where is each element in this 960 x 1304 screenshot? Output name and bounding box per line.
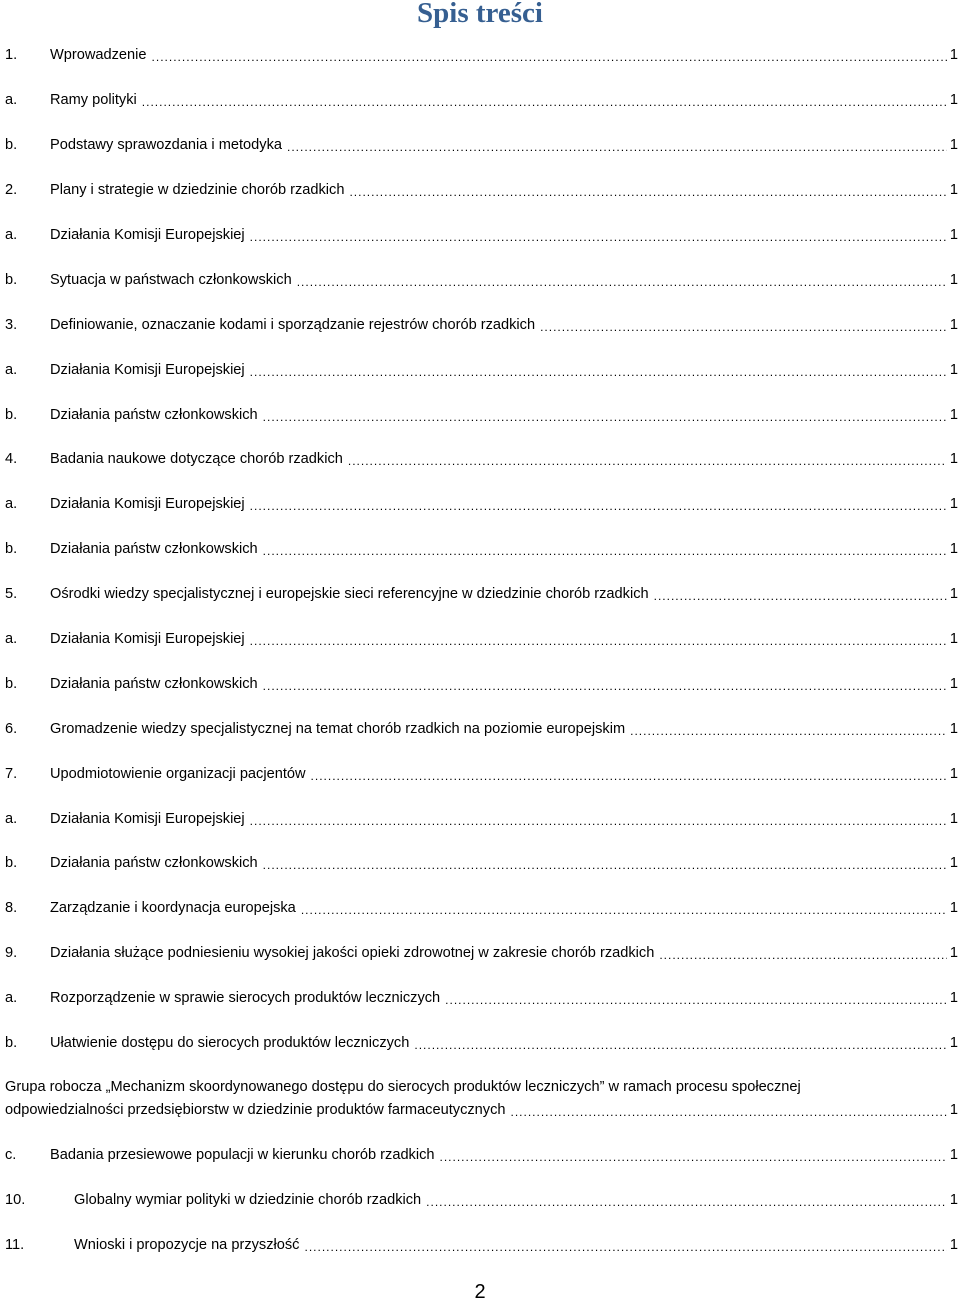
toc-entry-title[interactable]: Działania Komisji Europejskiej	[50, 810, 245, 827]
toc-entry-number: b.	[5, 271, 18, 288]
toc-entry-page: 1	[949, 990, 958, 1007]
toc-dot-leader	[426, 1192, 947, 1212]
toc-entry[interactable]	[5, 257, 958, 302]
toc-dot-leader	[142, 92, 947, 112]
toc-entry-page: 1	[949, 631, 958, 648]
toc-entry-title[interactable]: Ułatwienie dostępu do sierocych produktów leczniczych	[50, 1035, 410, 1052]
toc-entry-number: a.	[5, 631, 18, 648]
toc-entry-title[interactable]: Działania państw członkowskich	[50, 406, 258, 423]
toc-dot-leader	[250, 811, 947, 831]
toc-entry[interactable]	[5, 1222, 958, 1267]
toc-entry[interactable]	[5, 661, 958, 706]
toc-entry-page: 1	[949, 1191, 958, 1208]
toc-entry[interactable]	[5, 33, 958, 78]
toc-entry-number: 5.	[5, 586, 18, 603]
toc-entry-page: 1	[949, 675, 958, 692]
toc-entry[interactable]	[5, 796, 958, 841]
toc-entry-page: 1	[949, 1146, 958, 1163]
toc-entry-page: 1	[949, 47, 958, 64]
toc-entry-title[interactable]: Wprowadzenie	[50, 47, 147, 64]
toc-entry[interactable]	[5, 302, 958, 347]
toc-entry-number: b.	[5, 675, 18, 692]
table-of-contents	[5, 33, 958, 1267]
toc-entry-number: b.	[5, 1035, 18, 1052]
toc-dot-leader	[348, 451, 947, 471]
toc-dot-leader	[250, 496, 947, 516]
toc-dot-leader	[287, 137, 947, 157]
toc-entry-line-two	[5, 1099, 958, 1121]
toc-entry-number: 11.	[5, 1236, 25, 1253]
toc-entry-title[interactable]: Badania przesiewowe populacji w kierunku chorób rzadkich	[50, 1146, 435, 1163]
toc-dot-leader	[445, 990, 947, 1010]
toc-dot-leader	[152, 47, 947, 67]
toc-entry-page: 1	[949, 406, 958, 423]
toc-entry[interactable]	[5, 841, 958, 886]
page-number: 2	[474, 1281, 486, 1303]
toc-dot-leader	[349, 182, 946, 202]
toc-entry-title[interactable]: Działania Komisji Europejskiej	[50, 227, 245, 243]
toc-dot-leader	[250, 227, 947, 247]
toc-dot-leader	[659, 945, 947, 965]
toc-entry-title[interactable]: Gromadzenie wiedzy specjalistycznej na temat chorób rzadkich na poziomie europejskim	[50, 720, 626, 737]
toc-entry-page: 1	[949, 1035, 958, 1052]
toc-dot-leader	[654, 586, 947, 606]
toc-entry-title[interactable]: Działania państw członkowskich	[50, 855, 258, 872]
toc-entry[interactable]	[5, 527, 958, 572]
toc-entry-page: 1	[949, 227, 958, 243]
toc-entry-number: 3.	[5, 316, 18, 333]
toc-dot-leader	[263, 676, 947, 696]
toc-entry-title[interactable]: Upodmiotowienie organizacji pacjentów	[50, 765, 306, 782]
toc-entry-title-line-two[interactable]: odpowiedzialności przedsiębiorstw w dziedzinie produktów farmaceutycznych	[5, 1102, 506, 1119]
toc-dot-leader	[263, 541, 947, 561]
toc-entry[interactable]	[5, 1132, 958, 1177]
toc-entry-title[interactable]: Wnioski i propozycje na przyszłość	[74, 1236, 300, 1253]
toc-entry-page: 1	[949, 1102, 958, 1119]
toc-entry-number: a.	[5, 361, 18, 378]
toc-entry[interactable]	[5, 706, 958, 751]
toc-entry-page: 1	[949, 720, 958, 737]
toc-entry-title[interactable]: Podstawy sprawozdania i metodyka	[50, 137, 282, 154]
toc-entry-number: b.	[5, 137, 18, 154]
toc-entry-page: 1	[949, 496, 958, 513]
toc-entry[interactable]	[5, 392, 958, 437]
toc-entry-number: a.	[5, 227, 18, 243]
toc-entry-number: a.	[5, 496, 18, 513]
toc-entry[interactable]	[5, 1177, 958, 1222]
toc-entry-title-line-one[interactable]: Grupa robocza „Mechanizm skoordynowanego dostępu do sierocych produktów leczniczych” w ramach procesu społecznej	[5, 1079, 801, 1096]
toc-entry[interactable]	[5, 931, 958, 976]
toc-entry-number: c.	[5, 1146, 17, 1163]
toc-entry-number: 4.	[5, 451, 18, 468]
toc-entry[interactable]	[5, 617, 958, 662]
toc-entry[interactable]	[5, 886, 958, 931]
toc-dot-leader	[630, 721, 947, 741]
toc-entry-page: 1	[949, 361, 958, 378]
toc-entry[interactable]	[5, 572, 958, 617]
toc-entry-number: 6.	[5, 720, 18, 737]
toc-dot-leader	[263, 407, 947, 427]
toc-entry-title[interactable]: Działania państw członkowskich	[50, 541, 258, 558]
toc-entry-page: 1	[949, 137, 958, 154]
toc-entry-number: a.	[5, 810, 18, 827]
toc-dot-leader	[311, 766, 947, 786]
toc-entry[interactable]	[5, 168, 958, 213]
toc-entry-number: b.	[5, 541, 18, 558]
toc-dot-leader	[440, 1147, 947, 1167]
toc-dot-leader	[304, 1237, 946, 1257]
toc-entry-number: 10.	[5, 1191, 26, 1208]
toc-entry-title[interactable]: Działania Komisji Europejskiej	[50, 361, 245, 378]
toc-entry-number: 2.	[5, 182, 18, 199]
toc-entry-title[interactable]: Plany i strategie w dziedzinie chorób rzadkich	[50, 182, 345, 199]
toc-entry[interactable]	[5, 347, 958, 392]
toc-dot-leader	[301, 900, 947, 920]
toc-dot-leader	[414, 1035, 947, 1055]
toc-entry-title[interactable]: Ramy polityki	[50, 92, 137, 109]
toc-dot-leader	[250, 631, 947, 651]
toc-entry-title[interactable]: Definiowanie, oznaczanie kodami i sporządzanie rejestrów chorób rzadkich	[50, 316, 536, 333]
toc-entry-title[interactable]: Działania służące podniesieniu wysokiej jakości opieki zdrowotnej w zakresie chorób rzadkich	[50, 945, 655, 962]
toc-entry-title[interactable]: Sytuacja w państwach członkowskich	[50, 271, 292, 288]
toc-entry-number: 9.	[5, 945, 18, 962]
toc-entry-title[interactable]: Globalny wymiar polityki w dziedzinie chorób rzadkich	[74, 1191, 422, 1208]
toc-entry[interactable]	[5, 751, 958, 796]
toc-entry-page: 1	[949, 316, 958, 333]
toc-entry-title[interactable]: Działania państw członkowskich	[50, 675, 258, 692]
toc-entry[interactable]	[5, 437, 958, 482]
toc-entry[interactable]	[5, 482, 958, 527]
toc-entry-page: 1	[949, 92, 958, 109]
toc-entry-number: 8.	[5, 900, 18, 917]
toc-entry-number: a.	[5, 990, 18, 1007]
toc-entry[interactable]	[5, 976, 958, 1021]
toc-dot-leader	[540, 317, 947, 337]
toc-entry-title[interactable]: Ośrodki wiedzy specjalistycznej i europejskie sieci referencyjne w dziedzinie chorób rzadkich	[50, 586, 649, 603]
toc-entry-number: b.	[5, 855, 18, 872]
toc-entry[interactable]	[5, 1021, 958, 1066]
toc-entry-page: 1	[949, 586, 958, 603]
toc-entry[interactable]	[5, 213, 958, 258]
toc-dot-leader	[250, 362, 947, 382]
toc-entry[interactable]	[5, 78, 958, 123]
toc-entry-title[interactable]: Rozporządzenie w sprawie sierocych produktów leczniczych	[50, 990, 441, 1007]
toc-entry-page: 1	[949, 765, 958, 782]
toc-dot-leader	[510, 1102, 946, 1122]
toc-entry-number: a.	[5, 92, 18, 109]
toc-entry-page: 1	[949, 1236, 958, 1253]
toc-entry-page: 1	[949, 182, 958, 199]
toc-title: Spis treści	[417, 0, 543, 29]
toc-entry-page: 1	[949, 945, 958, 962]
toc-entry-title[interactable]: Działania Komisji Europejskiej	[50, 631, 245, 648]
toc-entry-page: 1	[949, 271, 958, 288]
toc-entry-number: 7.	[5, 765, 18, 782]
toc-entry-number: b.	[5, 406, 18, 423]
toc-entry-page: 1	[949, 855, 958, 872]
toc-entry-page: 1	[949, 451, 958, 468]
toc-entry-page: 1	[949, 541, 958, 558]
toc-entry-page: 1	[949, 810, 958, 827]
toc-entry-title[interactable]: Działania Komisji Europejskiej	[50, 496, 245, 513]
toc-dot-leader	[263, 855, 947, 875]
toc-entry[interactable]	[5, 123, 958, 168]
toc-entry-title[interactable]: Badania naukowe dotyczące chorób rzadkich	[50, 451, 343, 468]
toc-entry-multiline[interactable]	[5, 1065, 958, 1132]
toc-dot-leader	[297, 272, 947, 292]
toc-entry-title[interactable]: Zarządzanie i koordynacja europejska	[50, 900, 296, 917]
toc-entry-page: 1	[949, 900, 958, 917]
toc-entry-number: 1.	[5, 47, 18, 64]
